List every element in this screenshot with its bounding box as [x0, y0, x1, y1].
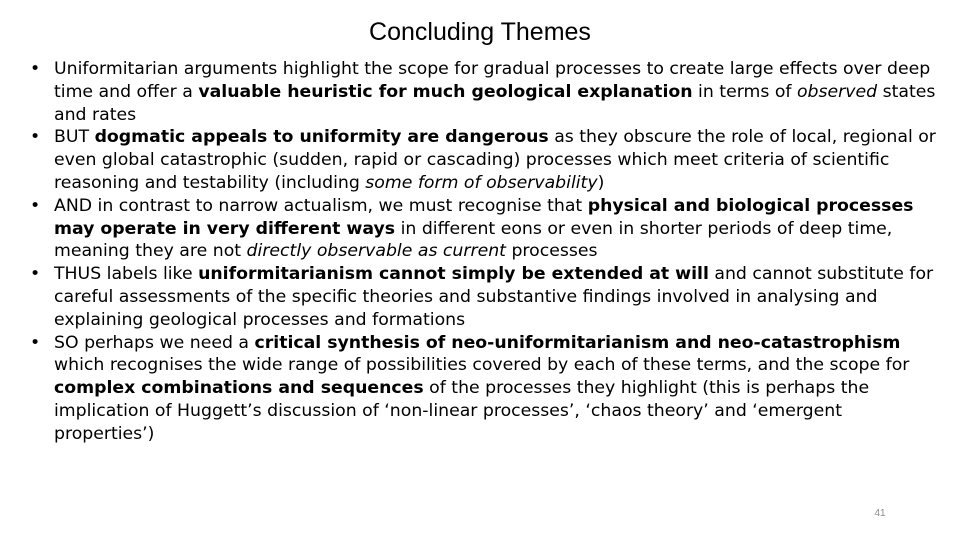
text-run: SO perhaps we need a	[54, 332, 255, 353]
text-run: in different eons or even in shorter periods of deep time, meaning they are not	[54, 218, 893, 262]
bold-run: uniformitarianism cannot simply be extended at will	[198, 264, 709, 285]
bullet-text	[54, 264, 933, 330]
bullet-list	[28, 58, 938, 446]
text-run: and cannot substitute for careful assessments of the specific theories and substantive findings involved in analysing and explaining geological processes and formations	[54, 264, 934, 330]
bullet-item	[28, 263, 938, 331]
slide-title: Concluding Themes	[369, 18, 591, 46]
bullet-text	[54, 59, 935, 125]
text-run: as they obscure the role of local, regional or even global catastrophic (sudden, rapid or cascading) processes which meet criteria of scientific reasoning and testability (including	[54, 127, 936, 193]
bullet-item	[28, 332, 938, 446]
bold-run: valuable heuristic for much geological explanation	[198, 81, 693, 102]
text-run: processes	[505, 241, 598, 262]
text-run: states and rates	[54, 81, 936, 125]
bullet-dot-icon: •	[30, 59, 41, 79]
bold-run: critical synthesis of neo-uniformitarianism and neo-catastrophism	[254, 332, 901, 353]
italic-run: observed	[796, 81, 878, 102]
italic-run: some form of observability	[365, 172, 598, 193]
bullet-dot-icon: •	[30, 332, 41, 353]
text-run: in terms of	[692, 81, 797, 102]
bold-run: dogmatic appeals to uniformity are dangerous	[94, 127, 549, 148]
bullet-dot-icon: •	[30, 264, 41, 285]
text-run: which recognises the wide range of possibilities covered by each of these terms, and the scope for	[54, 355, 910, 376]
text-run: BUT	[54, 127, 95, 148]
text-run: )	[597, 172, 605, 193]
bullet-item	[28, 195, 938, 263]
bold-run: physical and biological processes may operate in very different ways	[54, 195, 914, 239]
text-run: Uniformitarian arguments highlight the scope for gradual processes to create large effects over deep time and offer a	[54, 59, 931, 102]
bold-run: complex combinations and sequences	[54, 378, 424, 399]
text-run: THUS labels like	[54, 264, 199, 285]
italic-run: directly observable as current	[246, 241, 506, 262]
bullet-dot-icon: •	[30, 127, 41, 148]
bullet-item	[28, 126, 938, 194]
bullet-text	[54, 333, 909, 444]
bullet-dot-icon: •	[30, 195, 41, 216]
text-run: of the processes they highlight (this is perhaps the implication of Huggett’s discussion of ‘non-linear processes’, ‘chaos theory’ and ‘emergent properties’)	[54, 378, 870, 444]
text-run: AND in contrast to narrow actualism, we must recognise that	[54, 195, 588, 216]
bullet-text	[54, 196, 913, 262]
bullet-item	[28, 58, 938, 126]
page-number: 41	[874, 508, 886, 519]
bullet-text	[54, 127, 936, 193]
